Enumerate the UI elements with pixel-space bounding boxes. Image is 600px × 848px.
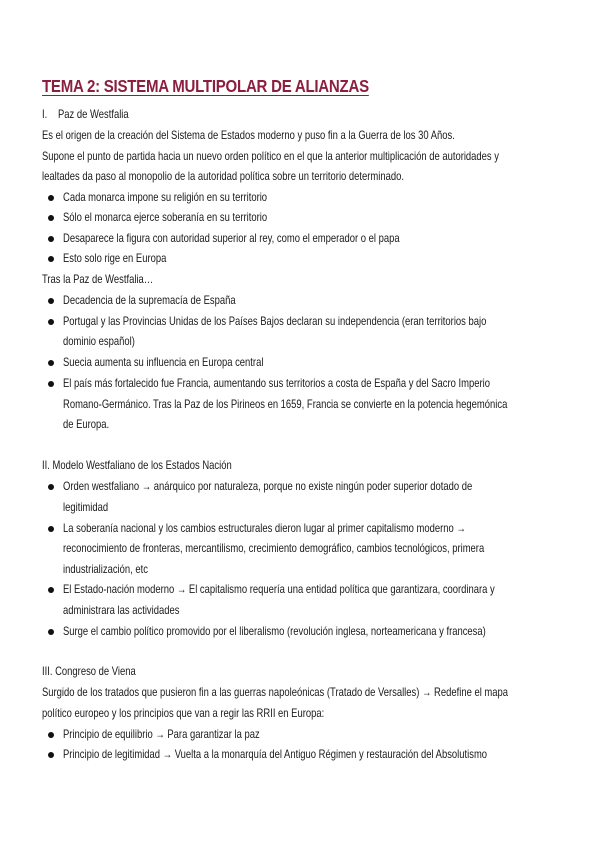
- section-1-heading: [42, 104, 129, 124]
- bullet-icon: [48, 629, 54, 635]
- list-item: El país más fortalecido fue Francia, aumentando sus territorios a costa de España y del Sacro Imperio: [63, 376, 491, 390]
- list-item: Cada monarca impone su religión en su territorio: [63, 190, 268, 204]
- list-item: Esto solo rige en Europa: [63, 251, 167, 265]
- bullet-icon: [48, 752, 54, 758]
- section-2-heading: II. Modelo Westfaliano de los Estados Nación: [42, 458, 232, 472]
- list-item: El Estado-nación moderno → El capitalismo requería una entidad política que garantizara, coordinara y: [63, 582, 495, 596]
- bullet-icon: [48, 298, 54, 304]
- list-item-continued: administrara las actividades: [63, 603, 180, 617]
- section-1-number: I.: [42, 107, 48, 121]
- bullet-icon: [48, 215, 54, 221]
- list-item: Desaparece la figura con autoridad superior al rey, como el emperador o el papa: [63, 231, 400, 245]
- list-item: Principio de legitimidad → Vuelta a la monarquía del Antiguo Régimen y restauración del Absolutismo: [63, 747, 488, 761]
- bullet-icon: [48, 195, 54, 201]
- bullet-icon: [48, 484, 54, 490]
- bullet-icon: [48, 587, 54, 593]
- document-title: TEMA 2: SISTEMA MULTIPOLAR DE ALIANZAS: [42, 76, 369, 96]
- paragraph: político europeo y los principios que van a regir las RRII en Europa:: [42, 706, 325, 720]
- bullet-icon: [48, 526, 54, 532]
- section-3-heading: III. Congreso de Viena: [42, 664, 136, 678]
- list-item-continued: industrialización, etc: [63, 562, 148, 576]
- bullet-icon: [48, 360, 54, 366]
- paragraph: lealtades da paso al monopolio de la autoridad política sobre un territorio determinado.: [42, 169, 404, 183]
- paragraph: Supone el punto de partida hacia un nuevo orden político en el que la anterior multiplicación de autoridades y: [42, 149, 499, 163]
- list-item: La soberanía nacional y los cambios estructurales dieron lugar al primer capitalismo moderno →: [63, 521, 466, 535]
- section-1-title: Paz de Westfalia: [58, 107, 129, 121]
- list-item: Suecia aumenta su influencia en Europa central: [63, 355, 264, 369]
- list-item: Sólo el monarca ejerce soberanía en su territorio: [63, 210, 268, 224]
- list-item-continued: reconocimiento de fronteras, mercantilismo, crecimiento demográfico, cambios tecnológicos, primera: [63, 541, 485, 555]
- bullet-icon: [48, 381, 54, 387]
- bullet-icon: [48, 319, 54, 325]
- list-item-continued: Romano-Germánico. Tras la Paz de los Pirineos en 1659, Francia se convierte en la potencia hegemónica: [63, 397, 508, 411]
- bullet-icon: [48, 732, 54, 738]
- paragraph: Tras la Paz de Westfalia…: [42, 272, 154, 286]
- paragraph: Es el origen de la creación del Sistema de Estados moderno y puso fin a la Guerra de los 30 Años.: [42, 128, 455, 142]
- list-item-continued: dominio español): [63, 334, 135, 348]
- list-item: Surge el cambio político promovido por el liberalismo (revolución inglesa, norteamericana y francesa): [63, 624, 486, 638]
- bullet-icon: [48, 236, 54, 242]
- list-item-continued: legitimidad: [63, 500, 109, 514]
- bullet-icon: [48, 256, 54, 262]
- list-item-continued: de Europa.: [63, 417, 110, 431]
- list-item: Principio de equilibrio → Para garantizar la paz: [63, 727, 260, 741]
- paragraph: Surgido de los tratados que pusieron fin a las guerras napoleónicas (Tratado de Versalles) → Redefine el mapa: [42, 685, 509, 699]
- list-item: Orden westfaliano → anárquico por naturaleza, porque no existe ningún poder superior dotado de: [63, 479, 473, 493]
- list-item: Decadencia de la supremacía de España: [63, 293, 236, 307]
- list-item: Portugal y las Provincias Unidas de los Países Bajos declaran su independencia (eran territorios bajo: [63, 314, 487, 328]
